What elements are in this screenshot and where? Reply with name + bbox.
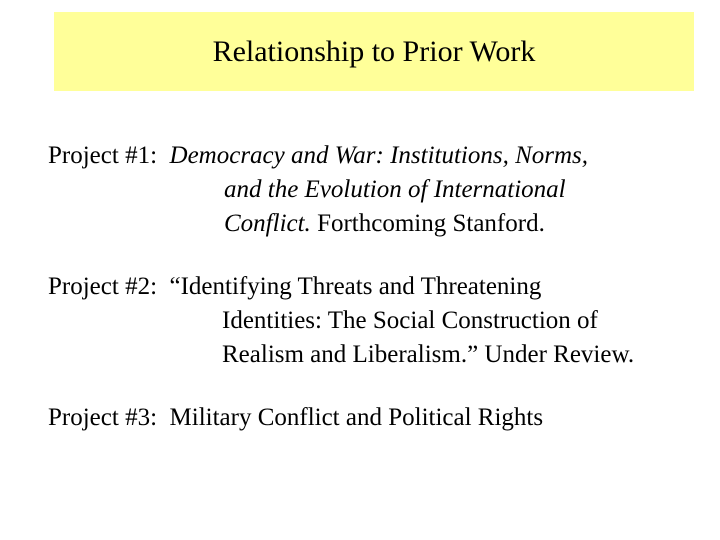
project-1-line-3 [48,207,588,241]
project-2-line-1 [48,270,634,304]
project-2-line-2 [48,304,634,338]
project-3-entry [48,401,543,435]
project-2-title-part-2: Identities: The Social Construction of [222,307,598,334]
title-banner [54,12,694,91]
project-1-title-part-3: Conflict. [224,210,311,237]
project-2-title-part-1: “Identifying Threats and Threatening [169,273,542,300]
project-1-status: Forthcoming Stanford. [310,210,545,237]
project-1-title-part-1: Democracy and War: Institutions, Norms, [169,142,589,169]
project-1-title-part-2: and the Evolution of International [224,176,566,203]
project-1-entry [48,139,588,241]
project-1-label: Project #1: [48,142,158,169]
project-1-line-1 [48,139,588,173]
project-2-label: Project #2: [48,273,158,300]
project-3-label: Project #3: [48,404,158,431]
project-2-entry [48,270,634,372]
slide-title: Relationship to Prior Work [212,34,536,68]
project-1-line-2 [48,173,588,207]
project-2-line-3 [48,338,634,372]
project-2-title-part-3: Realism and Liberalism.” Under Review. [222,341,635,368]
project-3-line-1 [48,401,543,435]
project-3-title: Military Conflict and Political Rights [169,404,544,431]
